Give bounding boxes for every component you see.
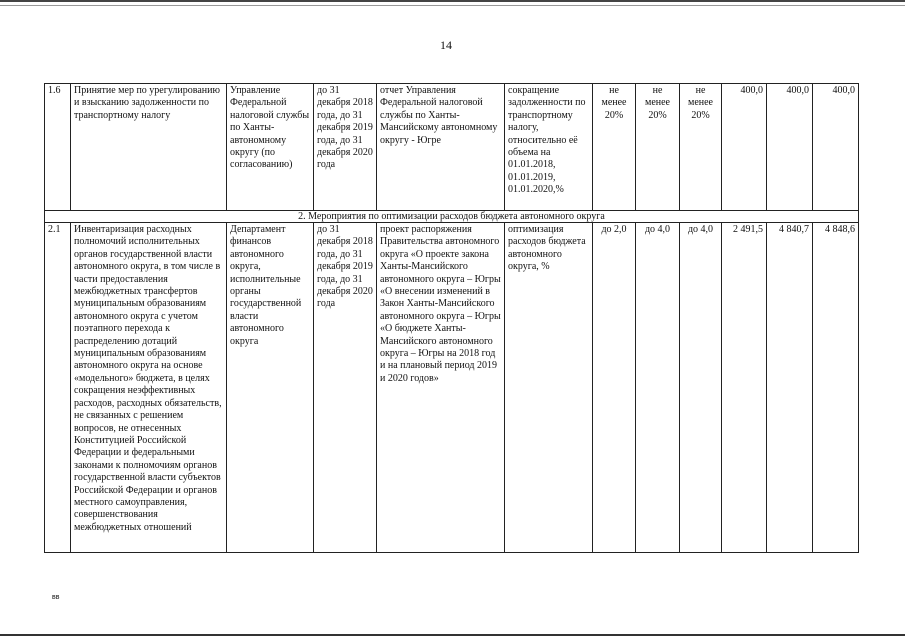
page-number: 14 xyxy=(440,38,452,52)
scan-top-border xyxy=(0,0,905,2)
value-2018: не менее 20% xyxy=(593,84,636,211)
value-2020: не менее 20% xyxy=(680,84,722,211)
section-header-row xyxy=(45,211,859,223)
footer-mark: вв xyxy=(52,594,60,601)
result: отчет Управления Федеральной налоговой службы по Ханты-Мансийскому автономному округу - Югре xyxy=(377,84,505,211)
scan-bottom-border xyxy=(0,634,905,636)
deadline: до 31 декабря 2018 года, до 31 декабря 2019 года, до 31 декабря 2020 года xyxy=(314,223,377,553)
indicator: оптимизация расходов бюджета автономного округа, % xyxy=(505,223,593,553)
indicator: сокращение задолженности по транспортному налогу, относительно её объема на 01.01.2018, 01.01.2019, 01.01.2020,% xyxy=(505,84,593,211)
effect-2019: 400,0 xyxy=(767,84,813,211)
deadline: до 31 декабря 2018 года, до 31 декабря 2019 года, до 31 декабря 2020 года xyxy=(314,84,377,211)
scan-top-border-thin xyxy=(0,5,905,6)
value-2019: до 4,0 xyxy=(636,223,680,553)
row-number: 1.6 xyxy=(45,84,71,211)
measure-name: Инвентаризация расходных полномочий исполнительных органов государственной власти автономного округа, в том числе в части предоставления межбюджетных трансфертов муниципальным образованиям автономного округа с учетом поэтапного перехода к распределению дотаций муниципальным образованиям автономного округа на основе «модельного» бюджета, в целях сокращения неэффективных расходов, расходных обязательств, не связанных с решением вопросов, не отнесенных Конституцией Российской Федерации и федеральными законами к полномочиям органов государственной власти субъектов Российской Федерации и органов местного самоуправления, совершенствования межбюджетных отношений xyxy=(71,223,227,553)
result: проект распоряжения Правительства автономного округа «О проекте закона Ханты-Мансийского автономного округа – Югры «О внесении изменений в Закон Ханты-Мансийского автономного округа – Югры «О бюджете Ханты-Мансийского автономного округа – Югры на 2018 год и на плановый период 2019 и 2020 годов» xyxy=(377,223,505,553)
table-row xyxy=(45,84,859,211)
section-title: 2. Мероприятия по оптимизации расходов бюджета автономного округа xyxy=(45,211,859,223)
row-number: 2.1 xyxy=(45,223,71,553)
measure-name: Принятие мер по урегулированию и взысканию задолженности по транспортному налогу xyxy=(71,84,227,211)
effect-2020: 400,0 xyxy=(813,84,859,211)
effect-2018: 400,0 xyxy=(722,84,767,211)
value-2019: не менее 20% xyxy=(636,84,680,211)
executor: Департамент финансов автономного округа, исполнительные органы государственной власти автономного округа xyxy=(227,223,314,553)
effect-2020: 4 848,6 xyxy=(813,223,859,553)
measures-table xyxy=(44,83,859,553)
table-row xyxy=(45,223,859,553)
effect-2018: 2 491,5 xyxy=(722,223,767,553)
value-2020: до 4,0 xyxy=(680,223,722,553)
effect-2019: 4 840,7 xyxy=(767,223,813,553)
executor: Управление Федеральной налоговой службы по Ханты-автономному округу (по согласованию) xyxy=(227,84,314,211)
value-2018: до 2,0 xyxy=(593,223,636,553)
